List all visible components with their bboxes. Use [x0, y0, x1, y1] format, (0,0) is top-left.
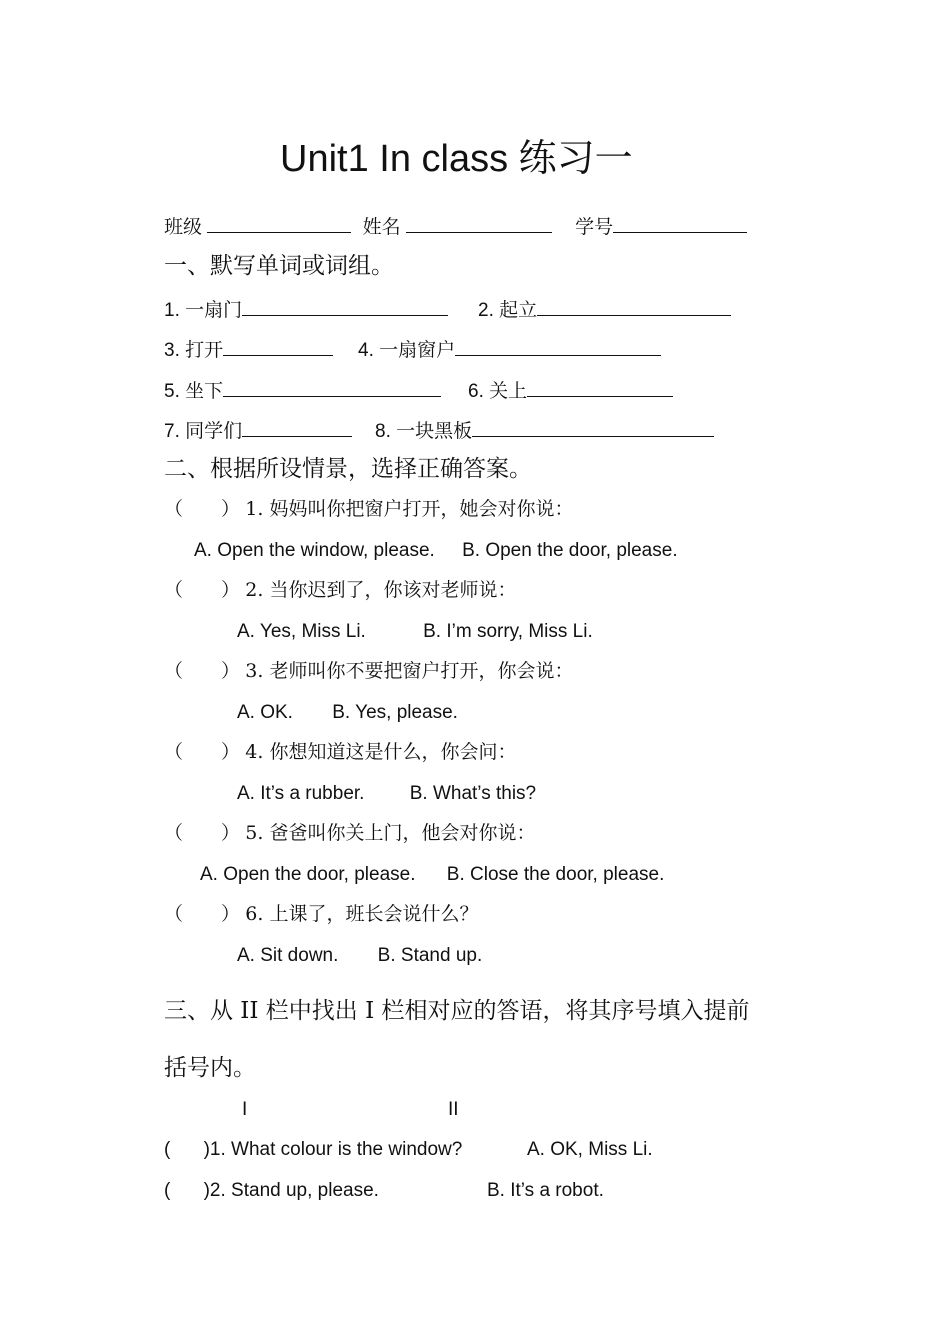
question-row: （ ） 2. 当你迟到了，你该对老师说：: [164, 579, 517, 601]
match-answer: B. It’s a robot.: [487, 1180, 604, 1201]
answer-blank[interactable]: [527, 378, 673, 397]
option-a: A. Open the window, please.: [194, 540, 435, 561]
answer-paren[interactable]: （ ）: [164, 660, 241, 682]
option-b: B. Close the door, please.: [446, 864, 665, 885]
option-a: A. Yes, Miss Li.: [237, 621, 366, 642]
class-label: 班级: [164, 216, 203, 238]
answer-paren[interactable]: （ ）: [164, 498, 241, 520]
answer-blank[interactable]: [242, 297, 448, 316]
option-b: B. Yes, please.: [332, 702, 458, 723]
list-item: 1. 一扇门: [164, 297, 448, 320]
answer-blank[interactable]: [472, 418, 714, 437]
section3-heading-cont: 括号内。: [164, 1055, 256, 1081]
list-item: 6. 关上: [468, 378, 673, 401]
option-b: B. What’s this?: [409, 783, 537, 804]
section1-heading: 一、默写单词或词组。: [164, 253, 394, 279]
options-row: [237, 784, 536, 803]
column-header-ii: II: [448, 1099, 459, 1120]
option-b: B. I’m sorry, Miss Li.: [423, 621, 593, 642]
section3-heading: 三、从 II 栏中找出 I 栏相对应的答语，将其序号填入提前: [164, 998, 750, 1024]
number-label: 学号: [575, 216, 614, 238]
options-row: [194, 541, 678, 560]
match-row: ( )1. What colour is the window?: [164, 1139, 463, 1160]
answer-blank[interactable]: [455, 337, 661, 356]
question-row: （ ） 5. 爸爸叫你关上门，他会对你说：: [164, 822, 536, 844]
option-a: A. Sit down.: [237, 945, 339, 966]
name-label: 姓名: [362, 216, 401, 238]
answer-paren[interactable]: （ ）: [164, 822, 241, 844]
list-item: 7. 同学们: [164, 418, 352, 441]
answer-paren[interactable]: （ ）: [164, 579, 241, 601]
question-row: （ ） 4. 你想知道这是什么，你会问：: [164, 741, 517, 763]
name-field[interactable]: [406, 214, 552, 233]
option-a: A. It’s a rubber.: [237, 783, 365, 804]
options-row: [237, 622, 593, 641]
match-answer: A. OK, Miss Li.: [527, 1139, 653, 1160]
list-item: 4. 一扇窗户: [358, 337, 661, 360]
question-row: （ ） 1. 妈妈叫你把窗户打开，她会对你说：: [164, 498, 574, 520]
options-row: [237, 703, 458, 722]
options-row: [200, 865, 664, 884]
option-b: B. Stand up.: [377, 945, 483, 966]
list-item: 2. 起立: [478, 297, 731, 320]
column-header-i: I: [242, 1099, 248, 1120]
option-a: A. Open the door, please.: [200, 864, 416, 885]
student-info-row: [164, 214, 747, 237]
option-b: B. Open the door, please.: [462, 540, 678, 561]
answer-paren[interactable]: (: [164, 1180, 171, 1201]
match-row: ( )2. Stand up, please.: [164, 1180, 379, 1201]
options-row: [237, 946, 482, 965]
section2-heading: 二、根据所设情景，选择正确答案。: [164, 456, 532, 482]
answer-blank[interactable]: [242, 418, 352, 437]
number-field[interactable]: [613, 214, 747, 233]
answer-blank[interactable]: [223, 378, 441, 397]
class-field[interactable]: [207, 214, 351, 233]
answer-blank[interactable]: [223, 337, 333, 356]
page-title: Unit1 In class 练习一: [280, 138, 633, 180]
option-a: A. OK.: [237, 702, 293, 723]
list-item: 8. 一块黑板: [375, 418, 714, 441]
answer-paren[interactable]: （ ）: [164, 741, 241, 763]
answer-paren[interactable]: (: [164, 1139, 171, 1160]
answer-blank[interactable]: [537, 297, 731, 316]
question-row: （ ） 3. 老师叫你不要把窗户打开，你会说：: [164, 660, 574, 682]
list-item: 5. 坐下: [164, 378, 441, 401]
answer-paren[interactable]: （ ）: [164, 903, 241, 925]
question-row: （ ） 6. 上课了，班长会说什么？: [164, 903, 479, 925]
list-item: 3. 打开: [164, 337, 333, 360]
